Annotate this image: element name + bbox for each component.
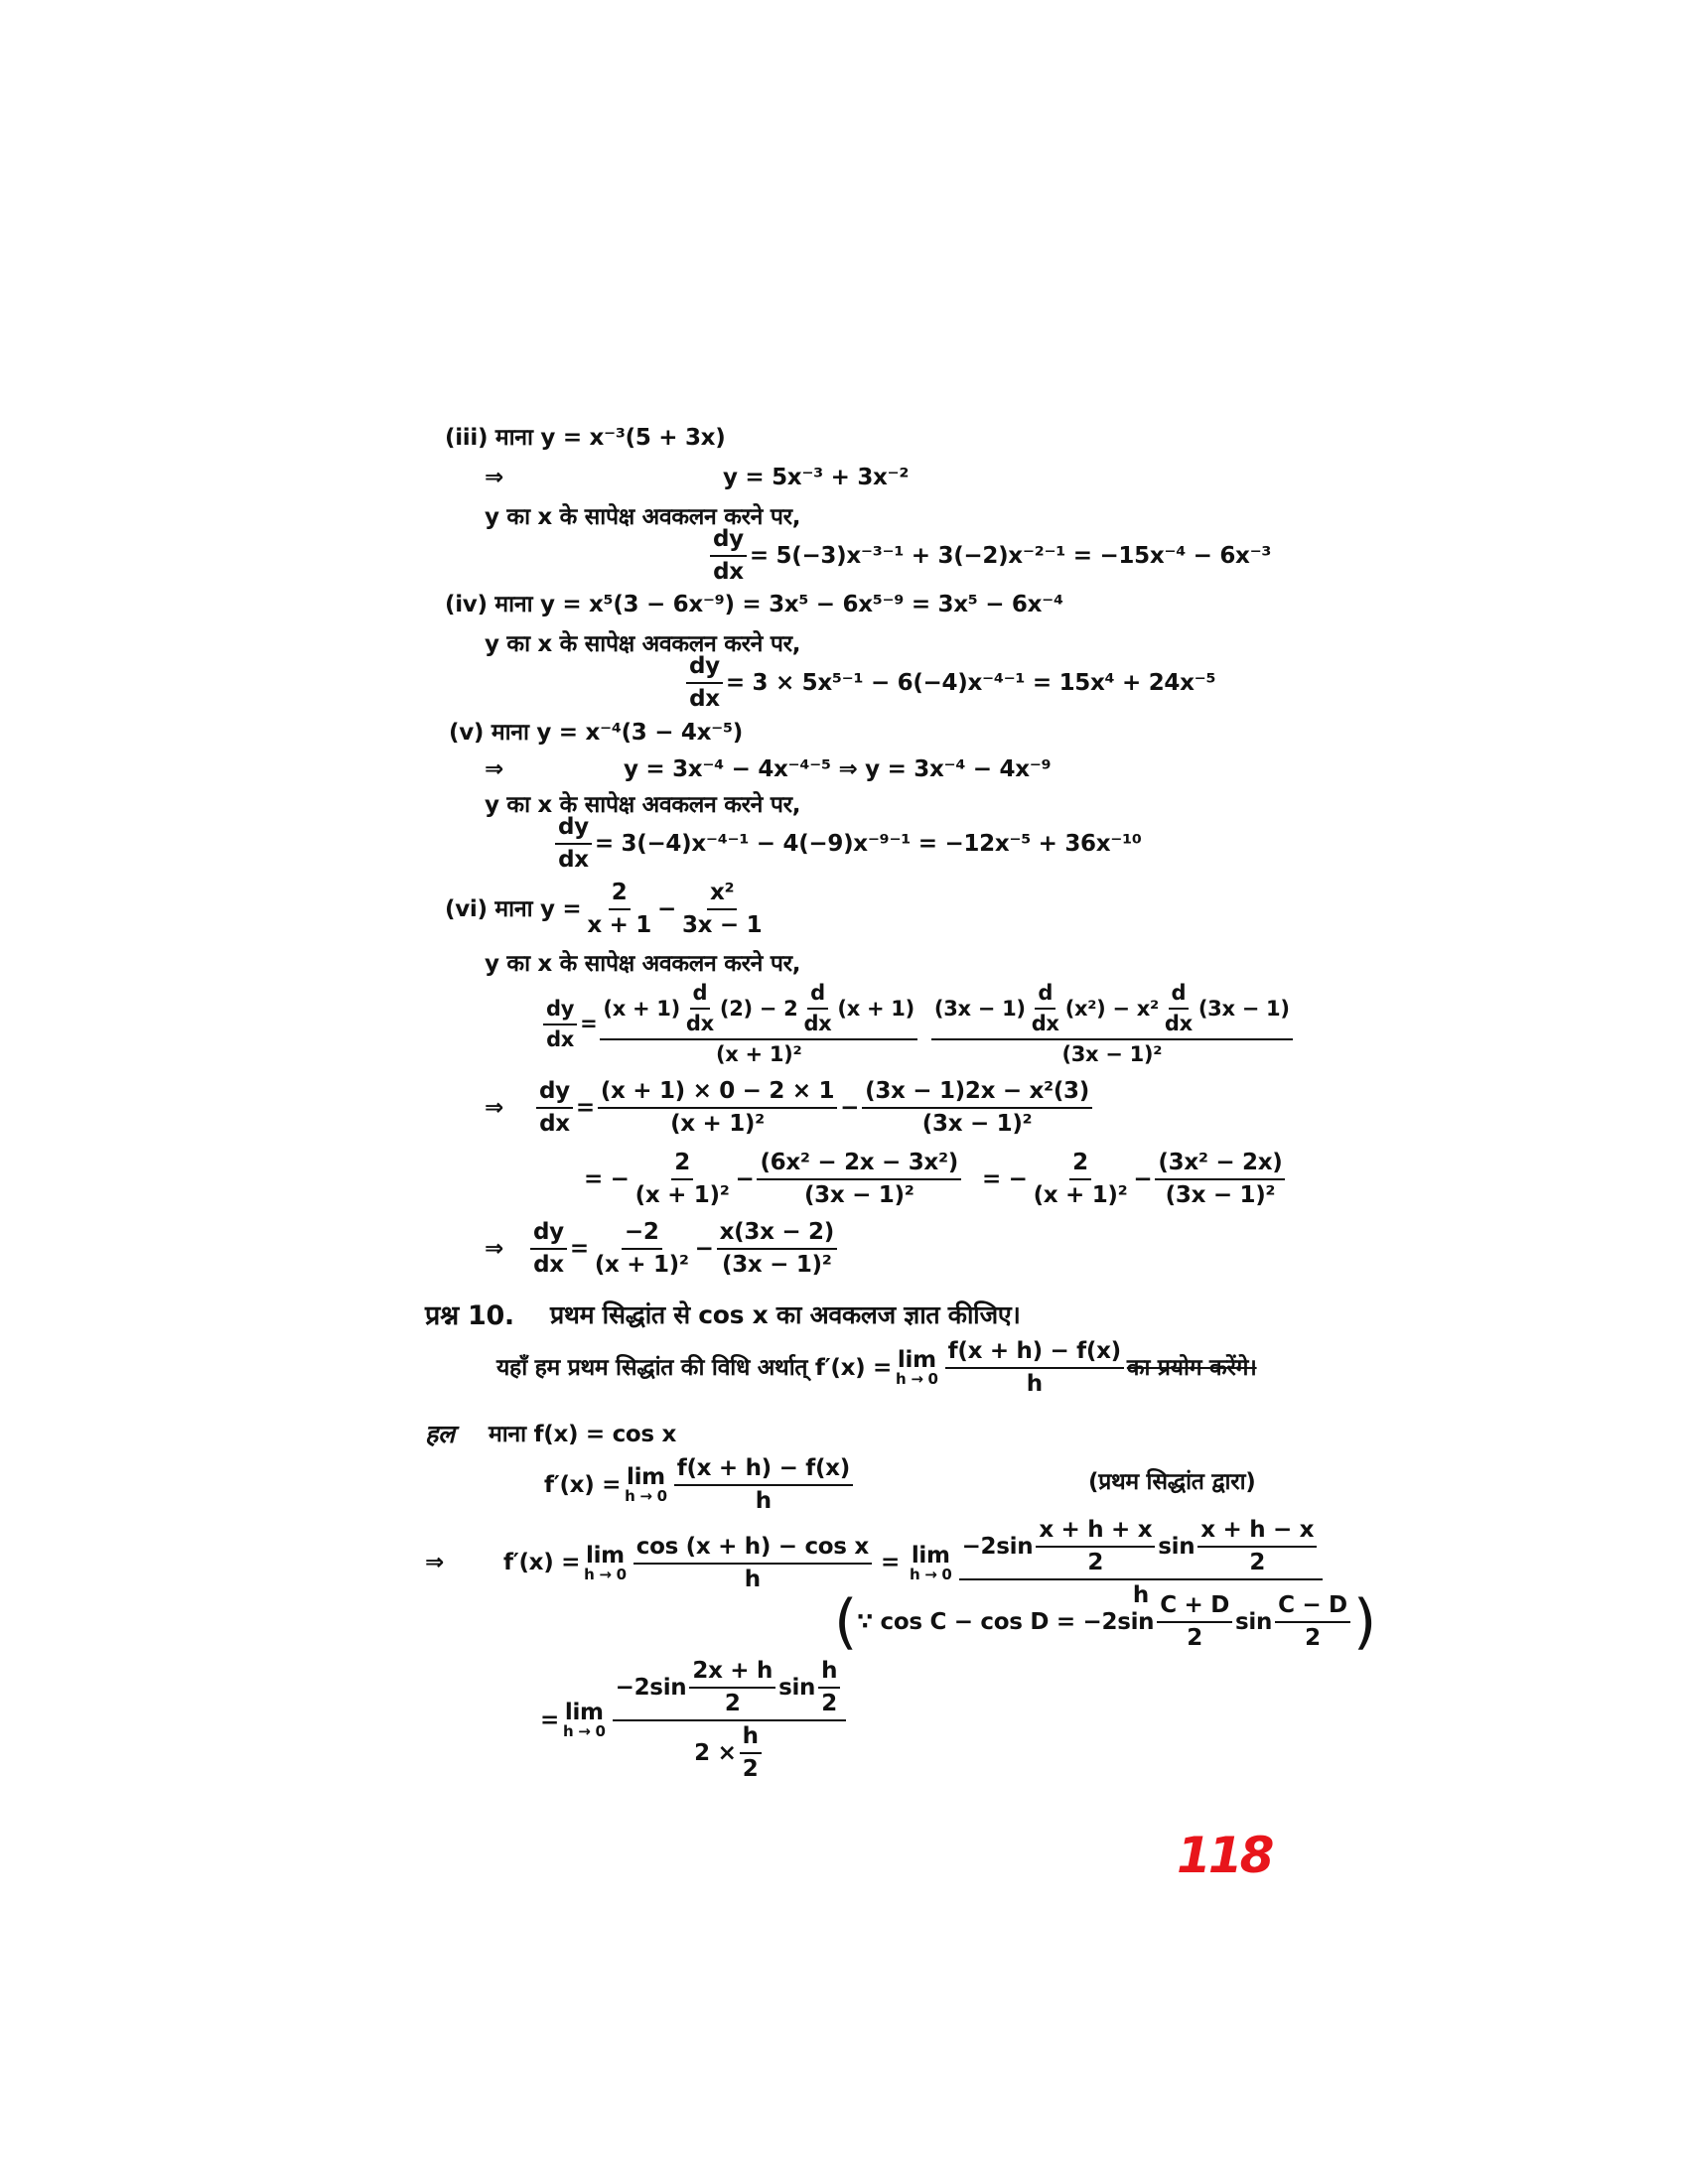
part-iii-derivative-result: = 5(−3)x⁻³⁻¹ + 3(−2)x⁻²⁻¹ = −15x⁻⁴ − 6x⁻³ xyxy=(749,542,1272,569)
part-v-diff-note: y का x के सापेक्ष अवकलन करने पर, xyxy=(485,792,801,818)
first-principle-note: (प्रथम सिद्धांत द्वारा) xyxy=(1088,1469,1256,1495)
question-10-text: प्रथम सिद्धांत से cos x का अवकलज ज्ञात कीजिए। xyxy=(550,1300,1021,1329)
part-vi-step-4: ⇒ $\frac{dy}{dx}$ = $\frac{-2}{\text{(x + 1)²}}$ − $\frac{x(3x - 2)}{\text{(3x − 1)²}}$ xyxy=(485,1221,840,1277)
part-v-expanded: y = 3x⁻⁴ − 4x⁻⁴⁻⁵ ⇒ y = 3x⁻⁴ − 4x⁻⁹ xyxy=(624,756,1052,782)
page-number: 118 xyxy=(1177,1827,1272,1884)
part-iv-diff-note: y का x के सापेक्ष अवकलन करने पर, xyxy=(485,631,801,657)
dy-dx-fraction: $\frac{dy}{dx}$ xyxy=(530,1221,567,1277)
part-iii-statement: (iii) माना y = x⁻³(5 + 3x) xyxy=(445,425,726,451)
part-vi-diff-note: y का x के सापेक्ष अवकलन करने पर, xyxy=(485,951,801,977)
cos-derivative-step-2: = lim h → 0 −2sin 2x + h 2 sin h 2 2 × $\frac{h}{2}$ xyxy=(540,1660,849,1781)
implies-arrow: ⇒ xyxy=(485,465,503,490)
dy-dx-fraction: $\frac{dy}{dx}$ xyxy=(543,999,577,1050)
hint-text: यहाँ हम प्रथम सिद्धांत की विधि अर्थात् f′(x) = xyxy=(496,1354,893,1381)
part-v-derivative xyxy=(552,816,1142,872)
part-vi-step-1: $\frac{dy}{dx}$ = (x + 1) d dx (2) − 2 d dx (x + 1) (x + 1)² (3x − 1) d dx (x²) − x² d dx (3x − 1) (3x − 1)² xyxy=(540,983,1296,1065)
question-10-label: प्रश्न 10. xyxy=(425,1300,514,1331)
cos-derivative-step-1: ⇒ f′(x) = lim h → 0 $\frac{\text{cos (x + h) − cos x}}{h}$ = lim h → 0 −2sin x + h + x 2 sin x + h − x 2 h xyxy=(425,1519,1326,1607)
dy-dx-fraction: $\frac{dy}{dx}$ xyxy=(555,816,592,872)
derivative-definition: f′(x) = lim h → 0 f(x + h) − f(x) h xyxy=(544,1457,856,1513)
part-vi-statement: (vi) माना y = $\frac{2}{x + 1}$ − $\frac{\text{x²}}{3x - 1}$ xyxy=(445,882,768,937)
identity-text: ∵ cos C − cos D = −2sin xyxy=(857,1608,1155,1635)
part-iii-expanded: y = 5x⁻³ + 3x⁻² xyxy=(723,465,910,490)
part-v-derivative-result: = 3(−4)x⁻⁴⁻¹ − 4(−9)x⁻⁹⁻¹ = −12x⁻⁵ + 36x⁻¹⁰ xyxy=(594,830,1142,857)
dy-dx-fraction: $\frac{dy}{dx}$ xyxy=(536,1080,573,1136)
part-iii-diff-note: y का x के सापेक्ष अवकलन करने पर, xyxy=(485,504,801,530)
hint-text-end: का प्रयोग करेंगे। xyxy=(1126,1354,1257,1381)
part-iv-derivative-result: = 3 × 5x⁵⁻¹ − 6(−4)x⁻⁴⁻¹ = 15x⁴ + 24x⁻⁵ xyxy=(725,669,1216,696)
solution-label: हल xyxy=(425,1420,455,1448)
part-v-statement: (v) माना y = x⁻⁴(3 − 4x⁻⁵) xyxy=(449,720,743,746)
part-iii-derivative xyxy=(707,528,1271,584)
part-vi-label: (vi) माना y = xyxy=(445,895,582,922)
implies-arrow: ⇒ xyxy=(485,756,503,782)
part-iv-derivative xyxy=(683,655,1215,711)
part-vi-step-3: = − $\frac{2}{\text{(x + 1)²}}$ − $\frac{\text{(6x² − 2x − 3x²)}}{\text{(3x − 1)²}}$ = − $\frac{2}{\text{(x + 1)²}}$ − $\frac{\text{(3x² − 2x)}}{\text{(3x − 1)²}}$ xyxy=(584,1152,1288,1207)
dy-dx-fraction: $\frac{dy}{dx}$ xyxy=(686,655,723,711)
vi-fraction-1: $\frac{2}{x + 1}$ xyxy=(587,880,651,938)
part-iv-statement: (iv) माना y = x⁵(3 − 6x⁻⁹) = 3x⁵ − 6x⁵⁻⁹ = 3x⁵ − 6x⁻⁴ xyxy=(445,592,1063,617)
quotient-rule-fraction-1: (x + 1) d dx (2) − 2 d dx (x + 1) (x + 1)² xyxy=(600,983,916,1065)
solution-let-statement: माना f(x) = cos x xyxy=(489,1422,677,1447)
part-vi-step-2: ⇒ $\frac{dy}{dx}$ = $\frac{(x + 1) \times 0 - 2 \times 1}{\text{(x + 1)²}}$ − $\frac{\text{(3x − 1)2x − x²(3)}}{\text{(3x − 1)²}}$ xyxy=(485,1080,1095,1136)
dy-dx-fraction: $\frac{dy}{dx}$ xyxy=(710,528,747,584)
vi-fraction-2: $\frac{\text{x²}}{3x - 1}$ xyxy=(681,880,763,938)
first-principle-hint: यहाँ हम प्रथम सिद्धांत की विधि अर्थात् f′(x) = lim h → 0 f(x + h) − f(x) h का प्रयोग करेंगे। xyxy=(496,1338,1257,1397)
quotient-rule-fraction-2: (3x − 1) d dx (x²) − x² d dx (3x − 1) (3x − 1)² xyxy=(931,983,1293,1065)
cos-difference-identity: ( ∵ cos C − cos D = −2sin C + D 2 sin C − D 2 ) xyxy=(834,1587,1376,1657)
